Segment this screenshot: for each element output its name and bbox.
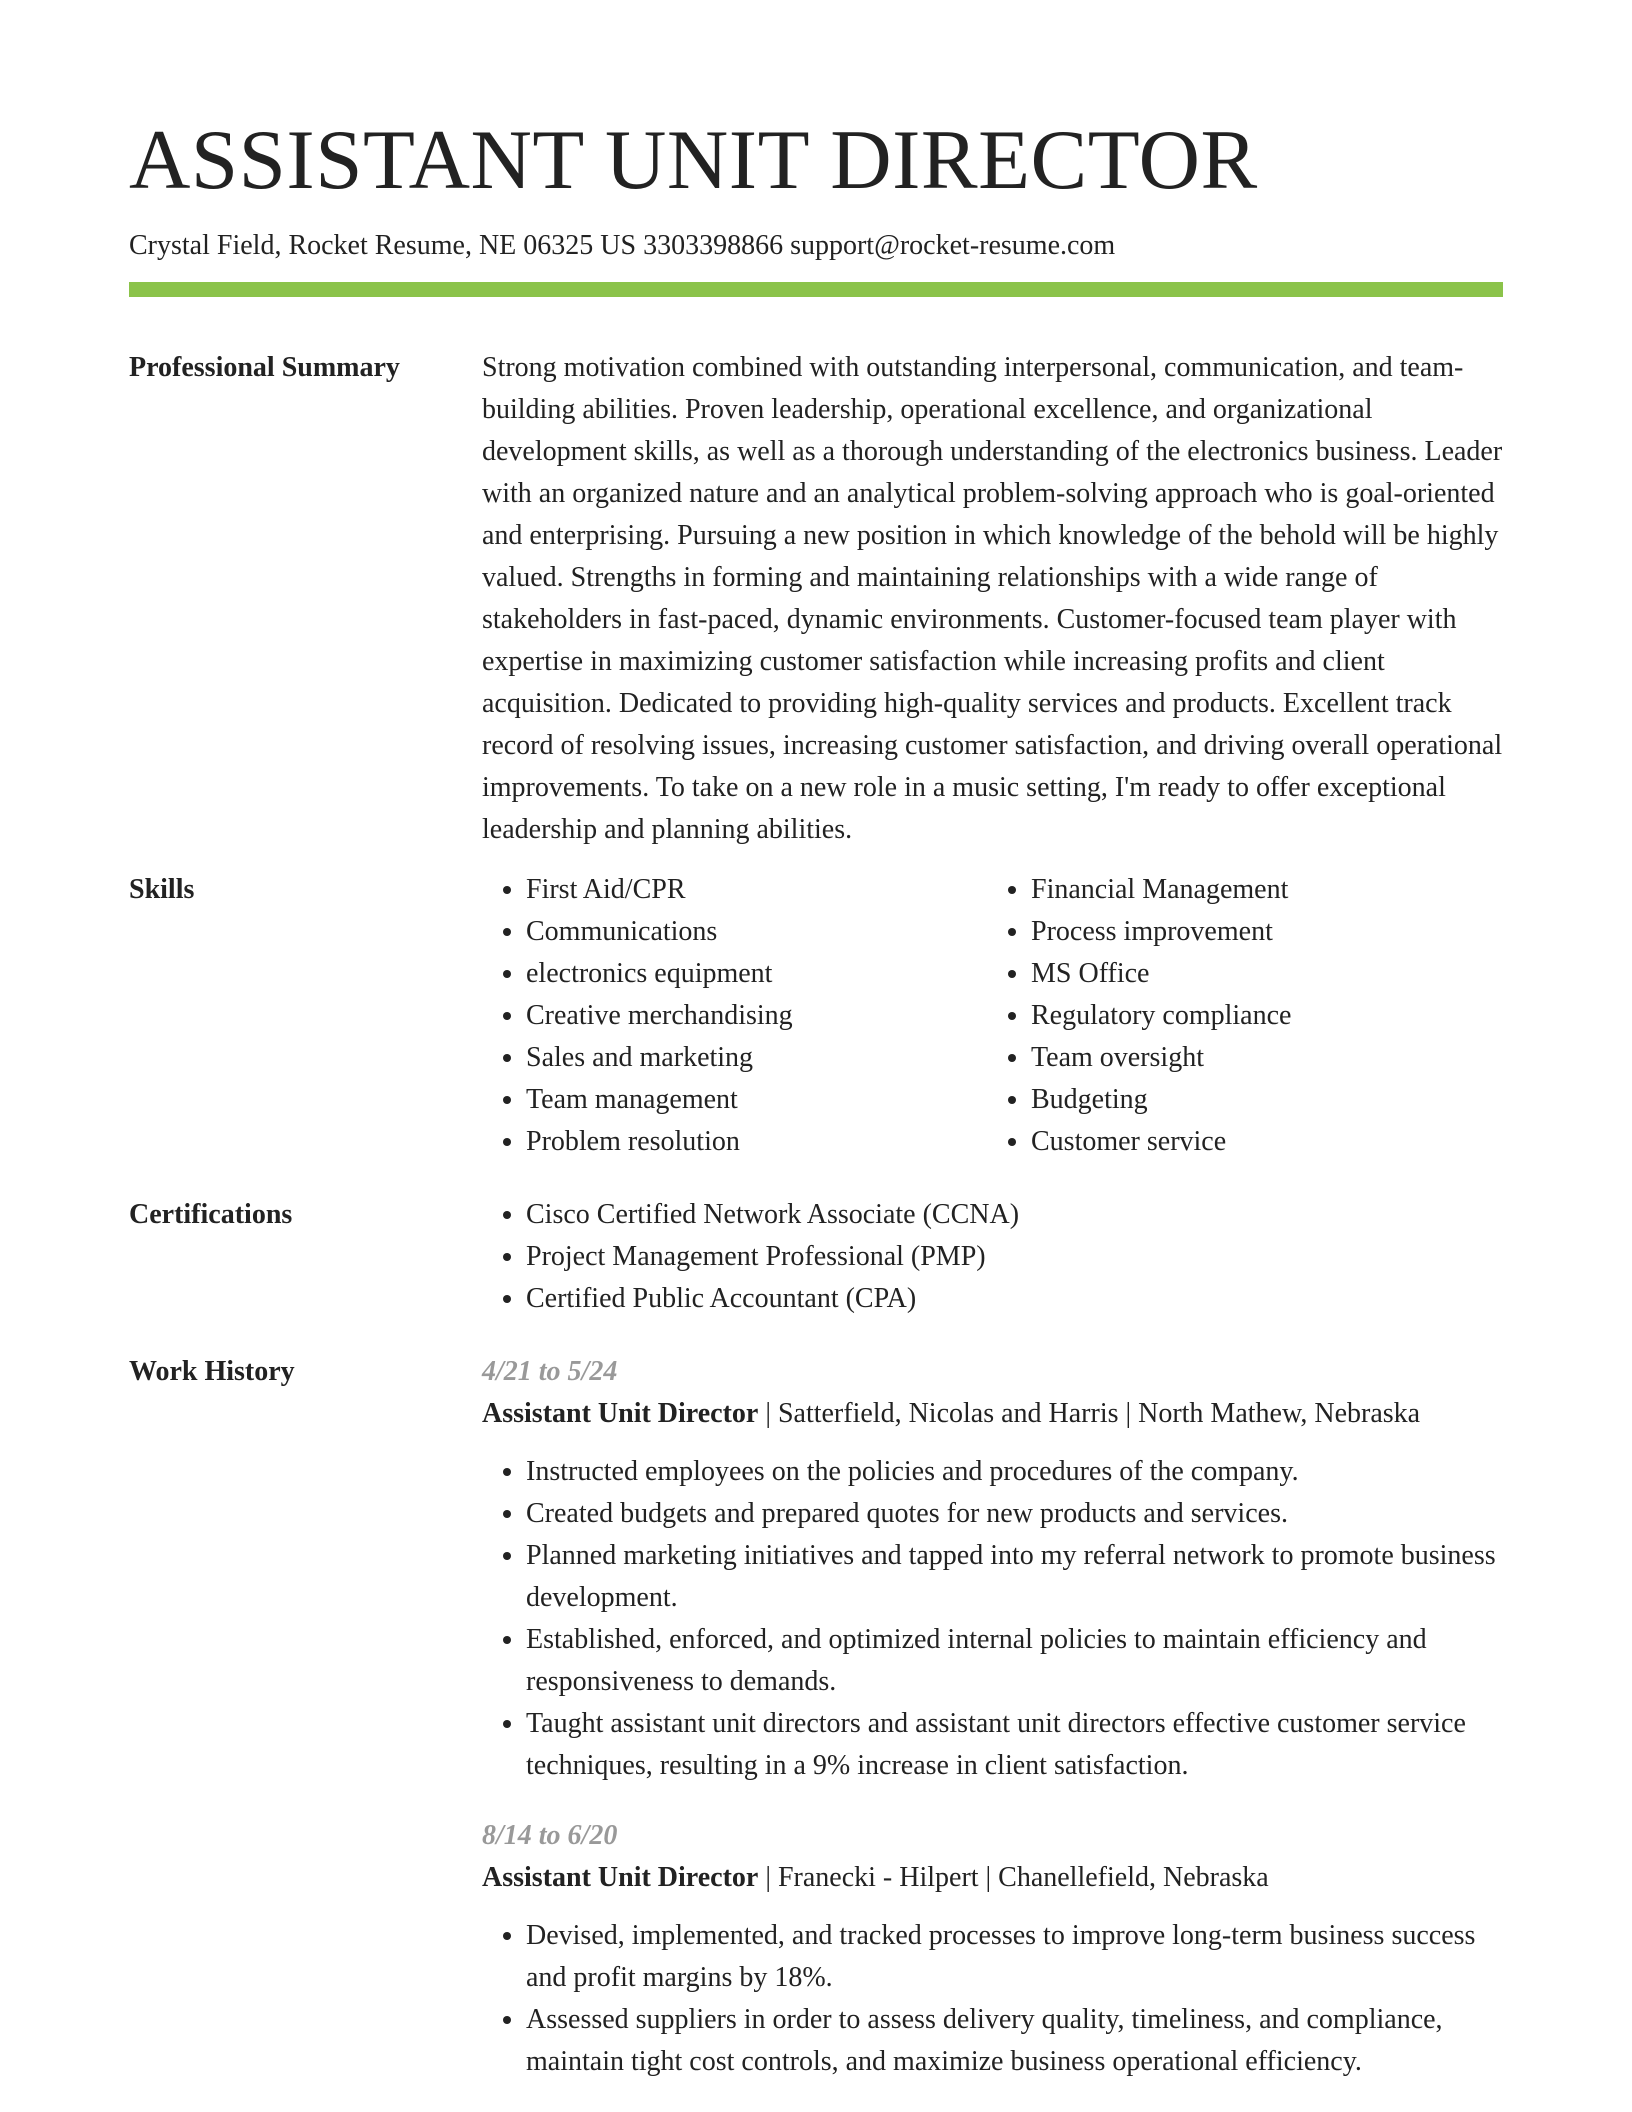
work-history-section xyxy=(129,1351,1503,2111)
skills-list-right xyxy=(987,869,1492,1163)
skill-item: • electronics equipment xyxy=(526,953,987,995)
certification-item: • Certified Public Accountant (CPA) xyxy=(526,1278,1503,1320)
certifications-section xyxy=(129,1194,1503,1320)
work-history-body xyxy=(482,1351,1503,2111)
skill-item: • Customer service xyxy=(1031,1121,1492,1163)
job-dates: 8/14 to 6/20 xyxy=(482,1819,618,1851)
summary-body xyxy=(482,347,1503,851)
resume-title: ASSISTANT UNIT DIRECTOR xyxy=(129,113,1258,207)
certifications-list xyxy=(482,1194,1503,1320)
skills-section xyxy=(129,869,1503,1163)
skills-column-left xyxy=(482,869,987,1163)
certification-item: • Cisco Certified Network Associate (CCNA) xyxy=(526,1194,1503,1236)
skill-item: • Financial Management xyxy=(1031,869,1492,911)
summary-section xyxy=(129,347,1503,851)
skill-item: • Communications xyxy=(526,911,987,953)
skills-body xyxy=(482,869,1503,1163)
skill-item: • Regulatory compliance xyxy=(1031,995,1492,1037)
skill-item: • Team oversight xyxy=(1031,1037,1492,1079)
skill-item: • First Aid/CPR xyxy=(526,869,987,911)
job-heading xyxy=(482,1393,1503,1435)
job-title: Assistant Unit Director xyxy=(482,1861,759,1893)
skill-item: • Team management xyxy=(526,1079,987,1121)
job-bullet: • Taught assistant unit directors and assistant unit directors effective customer service techniques, resulting in a 9% increase in client satisfaction. xyxy=(526,1703,1503,1787)
job-dates: 4/21 to 5/24 xyxy=(482,1355,618,1387)
section-label-certifications: Certifications xyxy=(129,1198,293,1230)
skill-item: • Sales and marketing xyxy=(526,1037,987,1079)
skills-column-right xyxy=(987,869,1492,1163)
contact-info: Crystal Field, Rocket Resume, NE 06325 US 3303398866 support@rocket-resume.com xyxy=(129,230,1116,261)
job-bullet: • Created budgets and prepared quotes for new products and services. xyxy=(526,1493,1503,1535)
job-bullet: • Assessed suppliers in order to assess delivery quality, timeliness, and compliance, maintain tight cost controls, and maximize business operational efficiency. xyxy=(526,1999,1503,2083)
job-bullets xyxy=(482,1451,1503,1787)
job-heading xyxy=(482,1857,1503,1899)
skill-item: • Process improvement xyxy=(1031,911,1492,953)
skills-grid xyxy=(482,869,1503,1163)
section-label-summary: Professional Summary xyxy=(129,351,400,383)
job-bullet: • Planned marketing initiatives and tapped into my referral network to promote business development. xyxy=(526,1535,1503,1619)
job-entry xyxy=(482,1815,1503,2083)
job-entry xyxy=(482,1351,1503,1787)
skill-item: • Problem resolution xyxy=(526,1121,987,1163)
job-bullets xyxy=(482,1915,1503,2083)
job-details: | Satterfield, Nicolas and Harris | North Mathew, Nebraska xyxy=(758,1397,1421,1429)
section-label-work-history: Work History xyxy=(129,1355,295,1387)
job-bullet: • Devised, implemented, and tracked processes to improve long-term business success and profit margins by 18%. xyxy=(526,1915,1503,1999)
skills-list-left xyxy=(482,869,987,1163)
summary-text: Strong motivation combined with outstanding interpersonal, communication, and team-building abilities. Proven leadership, operational excellence, and organizational development skills, as well as a thorough understanding of the electronics business. Leader with an organized nature and an analytical problem-solving approach who is goal-oriented and enterprising. Pursuing a new position in which knowledge of the behold will be highly valued. Strengths in forming and maintaining relationships with a wide range of stakeholders in fast-paced, dynamic environments. Customer-focused team player with expertise in maximizing customer satisfaction while increasing profits and client acquisition. Dedicated to providing high-quality services and products. Excellent track record of resolving issues, increasing customer satisfaction, and driving overall operational improvements. To take on a new role in a music setting, I'm ready to offer exceptional leadership and planning abilities. xyxy=(482,351,1503,845)
accent-divider xyxy=(129,282,1503,297)
certification-item: • Project Management Professional (PMP) xyxy=(526,1236,1503,1278)
section-label-skills: Skills xyxy=(129,873,195,905)
job-title: Assistant Unit Director xyxy=(482,1397,759,1429)
skill-item: • Creative merchandising xyxy=(526,995,987,1037)
job-bullet: • Instructed employees on the policies and procedures of the company. xyxy=(526,1451,1503,1493)
skill-item: • MS Office xyxy=(1031,953,1492,995)
job-details: | Franecki - Hilpert | Chanellefield, Nebraska xyxy=(758,1861,1269,1893)
skill-item: • Budgeting xyxy=(1031,1079,1492,1121)
job-bullet: • Established, enforced, and optimized internal policies to maintain efficiency and responsiveness to demands. xyxy=(526,1619,1503,1703)
certifications-body xyxy=(482,1194,1503,1320)
